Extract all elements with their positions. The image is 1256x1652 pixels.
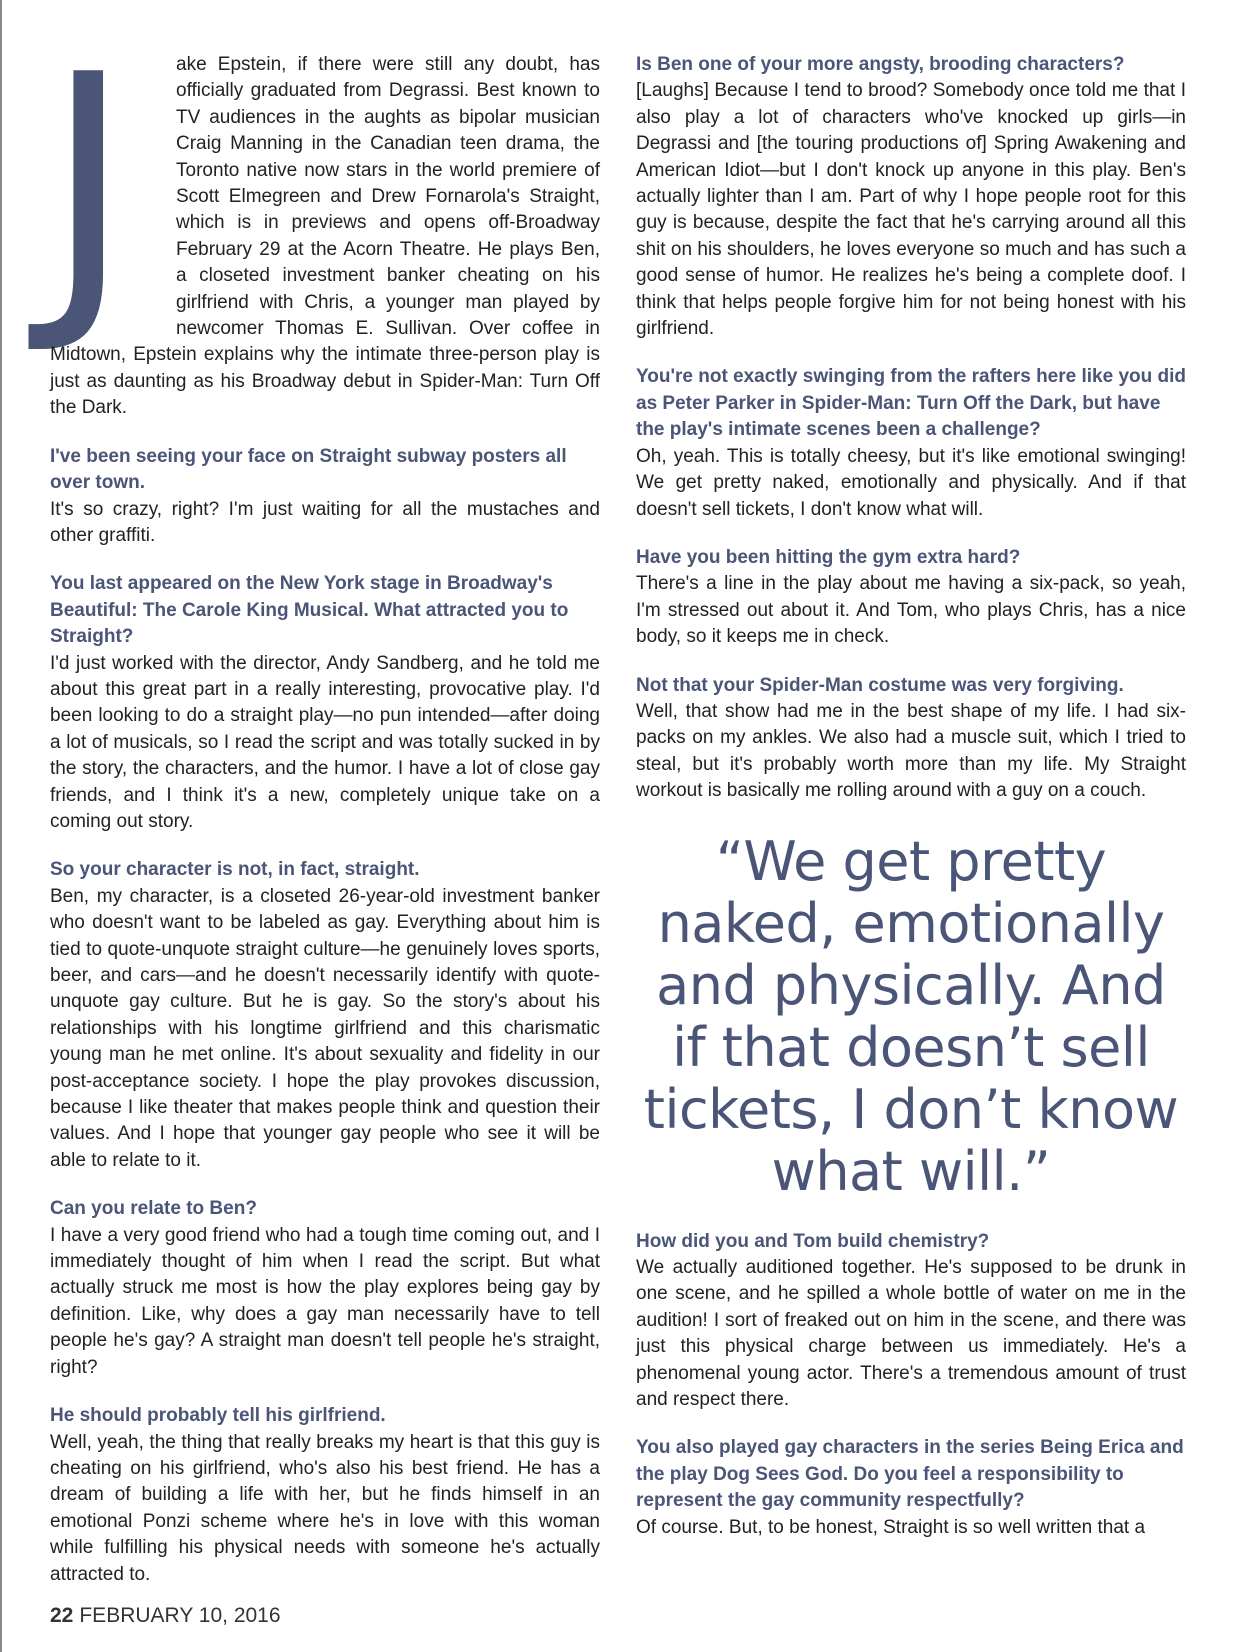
drop-cap: J [44, 11, 133, 360]
answer: Of course. But, to be honest, Straight is so well written that a [636, 1516, 1146, 1538]
qa-block [50, 1403, 600, 1588]
answer: I'd just worked with the director, Andy Sandberg, and he told me about this great part in a really interesting, provocative play. I'd been looking to do a straight play—no pun intended—after doing a lot of musicals, so I read the script and was totally sucked in by the story, the characters, and the humor. I have a lot of close gay friends, and I think it's a new, completely unique take on a coming out story. [50, 652, 600, 832]
question: You're not exactly swinging from the rafters here like you did as Peter Parker in Spider-Man: Turn Off the Dark, but have the play's intimate scenes been a challenge? [636, 366, 1187, 441]
page-folio [50, 1604, 281, 1628]
question: So your character is not, in fact, straight. [50, 859, 420, 881]
qa-block [50, 571, 600, 835]
question: You last appeared on the New York stage in Broadway's Beautiful: The Carole King Musical. What attracted you to Straight? [50, 573, 569, 648]
question: He should probably tell his girlfriend. [50, 1405, 386, 1427]
lead-paragraph: ake Epstein, if there were still any doubt, has officially graduated from Degrassi. Best known to TV audiences in the aughts as bipolar musician Craig Manning in the Canadian teen drama, the Toronto native now stars in the world premiere of Scott Elmegreen and Drew Fornarola's Straight, which is in previews and opens off-Broadway February 29 at the Acorn Theatre. He plays Ben, a closeted investment banker cheating on his girlfriend with Chris, a younger man played by newcomer Thomas E. Sullivan. Over coffee in Midtown, Epstein explains why the intimate three-person play is just as daunting as his Broadway debut in Spider-Man: Turn Off the Dark. [50, 54, 600, 419]
question: Can you relate to Ben? [50, 1198, 257, 1220]
qa-block [50, 857, 600, 1174]
question: Have you been hitting the gym extra hard? [636, 546, 1021, 568]
answer: It's so crazy, right? I'm just waiting for all the mustaches and other graffiti. [50, 498, 600, 546]
left-column [44, 11, 600, 1610]
answer: Well, that show had me in the best shape of my life. I had six-packs on my ankles. We also had a muscle suit, which I tried to steal, but it's probably worth more than my life. My Straight workout is basically me rolling around with a guy on a couch. [636, 700, 1186, 802]
qa-block [50, 1196, 600, 1381]
issue-date: FEBRUARY 10, 2016 [79, 1604, 281, 1627]
qa-block [636, 673, 1186, 805]
qa-block [636, 545, 1186, 651]
question: You also played gay characters in the series Being Erica and the play Dog Sees God. Do you feel a responsibility to represent the gay community respectfully? [636, 1437, 1184, 1512]
answer: Ben, my character, is a closeted 26-year-old investment banker who doesn't want to be labeled as gay. Everything about him is tied to quote-unquote straight culture—he genuinely loves sports, beer, and cars—and he doesn't necessarily identify with quote-unquote gay culture. But he is gay. So the story's about his relationships with his longtime girlfriend and this charismatic young man he met online. It's about sexuality and fidelity in our post-acceptance society. I hope the play provokes discussion, because I like theater that makes people think and question their values. And I hope that younger gay people who see it will be able to relate to it. [50, 885, 600, 1171]
page-number: 22 [50, 1604, 74, 1627]
answer: Oh, yeah. This is totally cheesy, but it's like emotional swinging! We get pretty naked, emotionally and physically. And if that doesn't sell tickets, I don't know what will. [636, 445, 1186, 520]
qa-block [50, 444, 600, 550]
answer: There's a line in the play about me having a six-pack, so yeah, I'm stressed out about it. And Tom, who plays Chris, has a nice body, so it keeps me in check. [636, 573, 1186, 648]
pull-quote: “We get pretty naked, emotionally and physically. And if that doesn’t sell tickets, I don’t know what will.” [643, 829, 1179, 1203]
right-column [636, 52, 1186, 1563]
qa-block [636, 364, 1186, 522]
qa-block [636, 1229, 1186, 1414]
answer: [Laughs] Because I tend to brood? Somebody once told me that I also play a lot of characters who've knocked up girls—in Degrassi and [the touring productions of] Spring Awakening and American Idiot—but I don't knock up anyone in this play. Ben's actually lighter than I am. Part of why I hope people root for this guy is because, despite the fact that he's carrying around all this shit on his shoulders, he loves everyone so much and has such a good sense of humor. He realizes he's being a complete doof. I think that helps people forgive him for not being honest with his girlfriend. [636, 80, 1186, 340]
question: Not that your Spider-Man costume was very forgiving. [636, 674, 1124, 696]
page-edge-rule [0, 0, 2, 1652]
answer: Well, yeah, the thing that really breaks my heart is that this guy is cheating on his girlfriend, who's also his best friend. He has a dream of building a life with her, but he finds himself in an emotional Ponzi scheme where he's in love with this woman while fulfilling his physical needs with someone he's actually attracted to. [50, 1431, 600, 1585]
answer: I have a very good friend who had a tough time coming out, and I immediately thought of him when I read the script. But what actually struck me most is how the play explores being gay by definition. Like, why does a gay man necessarily have to tell people he's gay? A straight man doesn't tell people he's straight, right? [50, 1224, 600, 1378]
question: How did you and Tom build chemistry? [636, 1230, 990, 1252]
question: I've been seeing your face on Straight subway posters all over town. [50, 445, 567, 494]
qa-block [636, 1435, 1186, 1541]
question: Is Ben one of your more angsty, brooding characters? [636, 54, 1125, 75]
qa-block [636, 52, 1186, 342]
answer: We actually auditioned together. He's supposed to be drunk in one scene, and he spilled a whole bottle of water on me in the audition! I sort of freaked out on him in the scene, and there was just this physical charge between us immediately. He's a phenomenal young actor. There's a tremendous amount of trust and respect there. [636, 1256, 1186, 1410]
